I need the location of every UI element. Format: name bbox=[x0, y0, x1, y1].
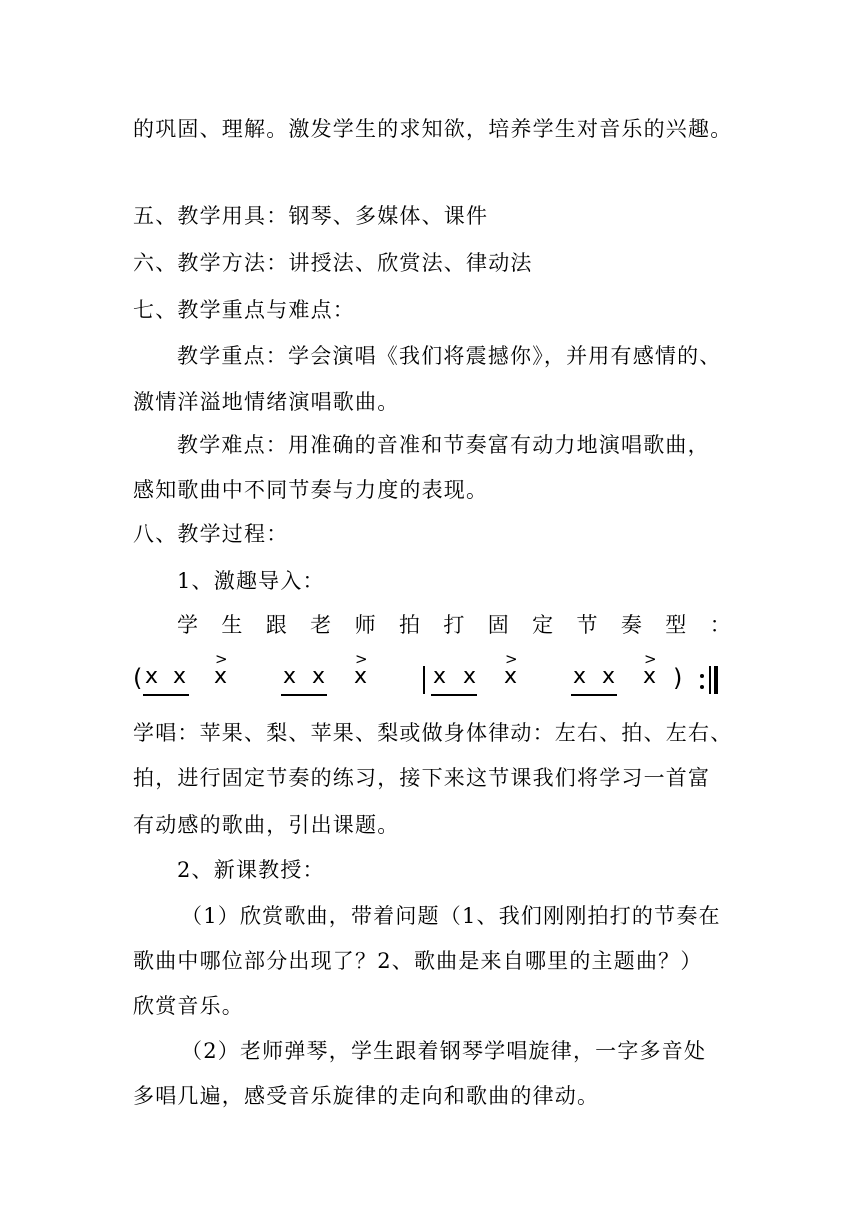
spaced-char: 节 bbox=[576, 613, 599, 637]
open-paren: ( bbox=[133, 664, 143, 692]
subsection-intro-heading: 1、激趣导入： bbox=[177, 569, 325, 593]
section-key-points-heading: 七、教学重点与难点： bbox=[133, 298, 355, 322]
rhythm-note: x bbox=[504, 664, 518, 689]
rhythm-note: x bbox=[433, 664, 447, 689]
beam-underline bbox=[431, 694, 477, 696]
barline bbox=[423, 666, 425, 694]
paragraph-line: 有动感的歌曲，引出课题。 bbox=[133, 813, 400, 837]
spaced-char: 拍 bbox=[398, 613, 422, 637]
spaced-char: 打 bbox=[443, 613, 466, 637]
section-process-heading: 八、教学过程： bbox=[133, 522, 289, 546]
beam-underline bbox=[143, 694, 189, 696]
key-point-line: 教学重点：学会演唱《我们将震撼你》，并用有感情的、 bbox=[177, 344, 722, 368]
accent-mark: > bbox=[355, 650, 368, 668]
spaced-instruction-line bbox=[177, 610, 732, 640]
spaced-char: 定 bbox=[532, 613, 555, 637]
difficulty-line: 教学难点：用准确的音准和节奏富有动力地演唱歌曲， bbox=[177, 433, 710, 457]
spaced-char: 师 bbox=[354, 613, 377, 637]
difficulty-line: 感知歌曲中不同节奏与力度的表现。 bbox=[133, 478, 489, 502]
spaced-char: 学 bbox=[177, 613, 200, 637]
accent-mark: > bbox=[215, 650, 228, 668]
paragraph-line: 多唱几遍，感受音乐旋律的走向和歌曲的律动。 bbox=[133, 1084, 600, 1108]
paragraph-line: （2）老师弹琴，学生跟着钢琴学唱旋律，一字多音处 bbox=[181, 1039, 707, 1063]
repeat-dot bbox=[700, 685, 704, 689]
rhythm-note: x bbox=[214, 664, 228, 689]
paragraph-line: 学唱：苹果、梨、苹果、梨或做身体律动：左右、拍、左右、 bbox=[133, 721, 733, 745]
paragraph-line: 拍，进行固定节奏的练习，接下来这节课我们将学习一首富 bbox=[133, 766, 711, 790]
subsection-new-lesson-heading: 2、新课教授： bbox=[177, 858, 325, 882]
key-point-line: 激情洋溢地情绪演唱歌曲。 bbox=[133, 390, 400, 414]
paragraph-line: 歌曲中哪位部分出现了？2、歌曲是来自哪里的主题曲？） bbox=[133, 949, 703, 973]
rhythm-note: x bbox=[463, 664, 477, 689]
rhythm-note: x bbox=[145, 664, 159, 689]
spaced-char: ： bbox=[709, 613, 732, 637]
accent-mark: > bbox=[505, 650, 518, 668]
section-teaching-methods: 六、教学方法：讲授法、欣赏法、律动法 bbox=[133, 251, 533, 275]
accent-mark: > bbox=[644, 650, 657, 668]
spaced-char: 奏 bbox=[620, 613, 644, 637]
spaced-char: 型 bbox=[665, 613, 688, 637]
rhythm-note: x bbox=[283, 664, 297, 689]
rhythm-notation bbox=[133, 650, 733, 700]
paragraph-line: （1）欣赏歌曲，带着问题（1、我们刚刚拍打的节奏在 bbox=[181, 904, 721, 928]
spaced-char: 生 bbox=[221, 613, 244, 637]
rhythm-note: x bbox=[354, 664, 368, 689]
beam-underline bbox=[281, 694, 327, 696]
rhythm-note: x bbox=[643, 664, 657, 689]
repeat-thin-barline bbox=[709, 666, 711, 694]
spaced-char: 跟 bbox=[265, 613, 288, 637]
close-paren: ) bbox=[673, 664, 683, 692]
repeat-thick-barline bbox=[714, 666, 718, 694]
spaced-char: 老 bbox=[310, 613, 333, 637]
rhythm-note: x bbox=[173, 664, 187, 689]
rhythm-note: x bbox=[573, 664, 587, 689]
beam-underline bbox=[571, 694, 617, 696]
spaced-char: 固 bbox=[487, 613, 510, 637]
section-teaching-tools: 五、教学用具：钢琴、多媒体、课件 bbox=[133, 204, 489, 228]
rhythm-note: x bbox=[312, 664, 326, 689]
paragraph-line: 的巩固、理解。激发学生的求知欲，培养学生对音乐的兴趣。 bbox=[133, 117, 733, 141]
repeat-dot bbox=[700, 674, 704, 678]
rhythm-note: x bbox=[602, 664, 616, 689]
paragraph-line: 欣赏音乐。 bbox=[133, 994, 244, 1018]
